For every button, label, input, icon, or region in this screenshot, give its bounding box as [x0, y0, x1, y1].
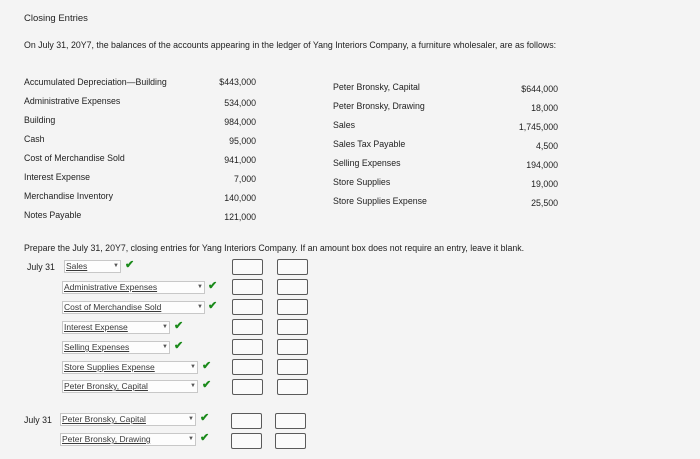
account-select-value: Sales	[66, 261, 88, 271]
debit-amount-input[interactable]	[231, 413, 262, 429]
account-select-value: Cost of Merchandise Sold	[64, 302, 162, 312]
account-select-value: Peter Bronsky, Capital	[62, 414, 146, 424]
balance-name: Selling Expenses	[333, 158, 401, 168]
account-select-value: Store Supplies Expense	[64, 362, 155, 372]
account-select-cogs[interactable]	[62, 301, 205, 314]
chevron-down-icon: ▼	[162, 344, 168, 350]
balance-amount: 18,000	[531, 103, 558, 113]
balance-name: Store Supplies	[333, 177, 391, 187]
chevron-down-icon: ▼	[113, 263, 119, 269]
chevron-down-icon: ▼	[190, 383, 196, 389]
balance-name: Sales	[333, 120, 356, 130]
account-select-drawing[interactable]	[60, 433, 196, 446]
balance-amount: 7,000	[233, 174, 256, 184]
balance-amount: $644,000	[521, 84, 558, 94]
page-title: Closing Entries	[24, 13, 88, 24]
balance-name: Peter Bronsky, Drawing	[333, 101, 425, 111]
account-select-value: Peter Bronsky, Drawing	[62, 434, 151, 444]
debit-amount-input[interactable]	[232, 319, 263, 335]
balance-amount: 4,500	[535, 141, 558, 151]
account-select-value: Administrative Expenses	[64, 282, 158, 292]
account-select-value: Peter Bronsky, Capital	[64, 381, 148, 391]
debit-amount-input[interactable]	[232, 359, 263, 375]
chevron-down-icon: ▼	[188, 436, 194, 442]
account-select-value: Interest Expense	[64, 322, 128, 332]
checkmark-icon: ✔	[208, 300, 218, 312]
chevron-down-icon: ▼	[188, 416, 194, 422]
account-select-store-supplies-expense[interactable]	[62, 361, 198, 374]
balance-amount: 1,745,000	[518, 122, 558, 132]
account-select-admin[interactable]	[62, 281, 205, 294]
checkmark-icon: ✔	[200, 412, 210, 424]
checkmark-icon: ✔	[125, 259, 135, 271]
credit-amount-input[interactable]	[277, 259, 308, 275]
intro-text: On July 31, 20Y7, the balances of the accounts appearing in the ledger of Yang Interiors Company, a furniture wholesaler, are as follows:	[24, 40, 557, 50]
account-select-selling[interactable]	[62, 341, 170, 354]
account-select-capital[interactable]	[62, 380, 198, 393]
checkmark-icon: ✔	[174, 340, 184, 352]
debit-amount-input[interactable]	[232, 379, 263, 395]
credit-amount-input[interactable]	[275, 413, 306, 429]
balance-name: Cash	[24, 134, 45, 144]
chevron-down-icon: ▼	[197, 284, 203, 290]
credit-amount-input[interactable]	[277, 359, 308, 375]
balance-name: Peter Bronsky, Capital	[333, 82, 420, 92]
entry-date: July 31	[24, 415, 52, 425]
credit-amount-input[interactable]	[275, 433, 306, 449]
balance-amount: 984,000	[224, 117, 256, 127]
balance-amount: 19,000	[531, 179, 558, 189]
balance-amount: 140,000	[224, 193, 256, 203]
checkmark-icon: ✔	[202, 379, 212, 391]
debit-amount-input[interactable]	[232, 259, 263, 275]
balance-name: Store Supplies Expense	[333, 196, 427, 206]
balance-name: Interest Expense	[24, 172, 91, 182]
account-select-value: Selling Expenses	[64, 342, 130, 352]
credit-amount-input[interactable]	[277, 379, 308, 395]
balance-name: Notes Payable	[24, 210, 82, 220]
balance-amount: $443,000	[219, 77, 256, 87]
credit-amount-input[interactable]	[277, 339, 308, 355]
debit-amount-input[interactable]	[232, 299, 263, 315]
chevron-down-icon: ▼	[190, 364, 196, 370]
checkmark-icon: ✔	[200, 432, 210, 444]
balance-name: Accumulated Depreciation—Building	[24, 77, 167, 87]
account-select-sales[interactable]	[64, 260, 121, 273]
balance-name: Cost of Merchandise Sold	[24, 153, 125, 163]
checkmark-icon: ✔	[208, 280, 218, 292]
balance-amount: 95,000	[229, 136, 256, 146]
debit-amount-input[interactable]	[232, 279, 263, 295]
balance-amount: 534,000	[224, 98, 256, 108]
balance-amount: 121,000	[224, 212, 256, 222]
balance-name: Sales Tax Payable	[333, 139, 406, 149]
entry-date: July 31	[27, 262, 55, 272]
balance-amount: 194,000	[526, 160, 558, 170]
checkmark-icon: ✔	[174, 320, 184, 332]
debit-amount-input[interactable]	[232, 339, 263, 355]
credit-amount-input[interactable]	[277, 279, 308, 295]
chevron-down-icon: ▼	[162, 324, 168, 330]
debit-amount-input[interactable]	[231, 433, 262, 449]
credit-amount-input[interactable]	[277, 299, 308, 315]
balance-name: Merchandise Inventory	[24, 191, 113, 201]
account-select-interest[interactable]	[62, 321, 170, 334]
instructions-text: Prepare the July 31, 20Y7, closing entries for Yang Interiors Company. If an amount box does not require an entry, leave it blank.	[24, 243, 525, 253]
balance-amount: 941,000	[224, 155, 256, 165]
account-select-capital[interactable]	[60, 413, 196, 426]
balance-amount: 25,500	[531, 198, 558, 208]
chevron-down-icon: ▼	[197, 304, 203, 310]
credit-amount-input[interactable]	[277, 319, 308, 335]
checkmark-icon: ✔	[202, 360, 212, 372]
balance-name: Building	[24, 115, 56, 125]
balance-name: Administrative Expenses	[24, 96, 121, 106]
